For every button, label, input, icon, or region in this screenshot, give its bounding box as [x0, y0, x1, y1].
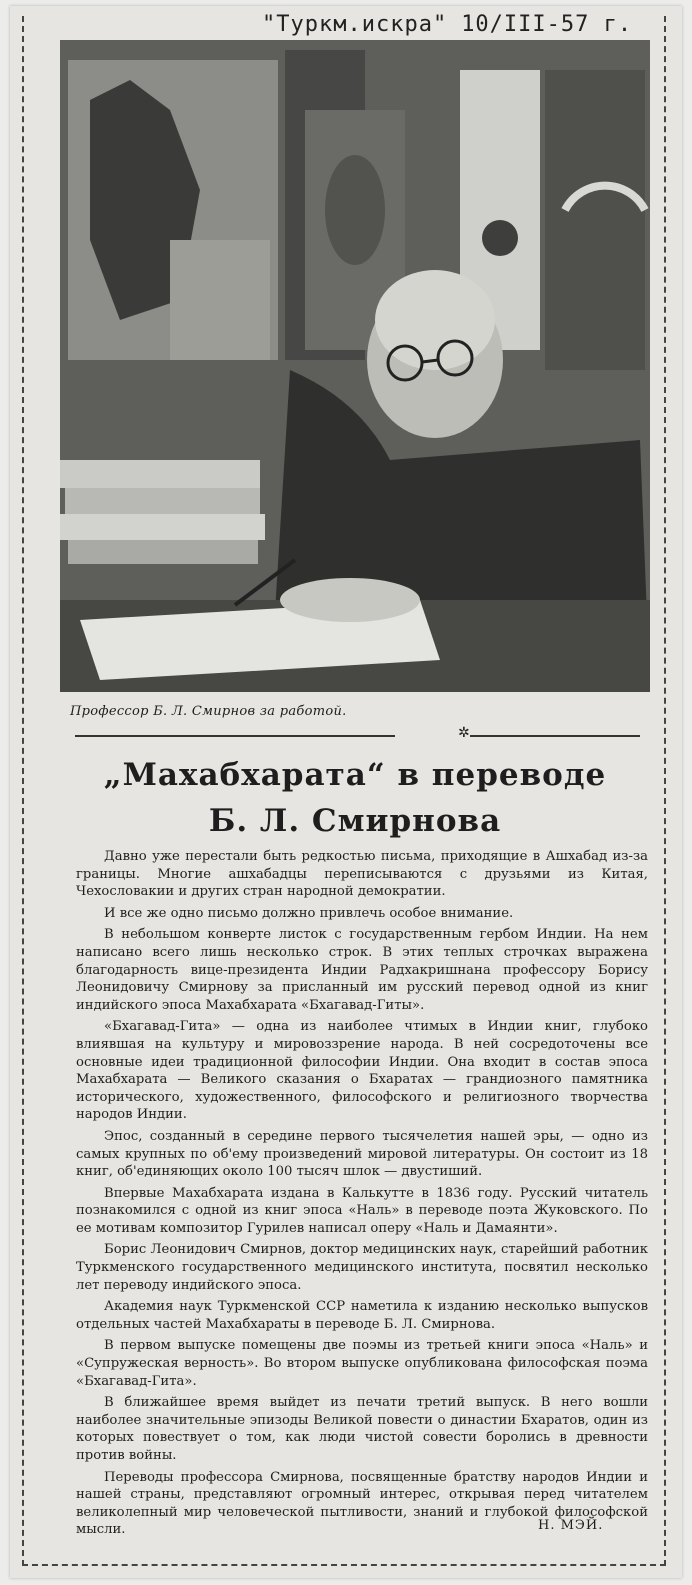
- newspaper-name: "Туркм.искра": [262, 12, 448, 37]
- article-paragraph: И все же одно письмо должно привлечь особое внимание.: [104, 905, 514, 921]
- article-headline: [70, 752, 640, 844]
- article-paragraph: Академия наук Туркменской ССР наметила к изданию несколько выпусков отдельных частей Махабхараты в переводе Б. Л. Смирнова.: [76, 1299, 648, 1332]
- divider-ornament: ✲: [458, 725, 470, 741]
- photo-illustration: [60, 40, 650, 692]
- divider-left: [75, 735, 395, 737]
- article-paragraph: Впервые Махабхарата издана в Калькутте в 1836 году. Русский читатель познакомился с одной из книг эпоса «Наль» в переводе поэта Жуковского. По ее мотивам композитор Гурилев написал оперу «Наль и Дамаянти».: [76, 1185, 648, 1236]
- article-paragraph: Борис Леонидович Смирнов, доктор медицинских наук, старейший работник Туркменского государственного медицинского института, посвятил несколько лет переводу индийского эпоса.: [76, 1242, 648, 1293]
- article-paragraph: Давно уже перестали быть редкостью письма, приходящие в Ашхабад из-за границы. Многие ашхабадцы переписываются с друзьями из Китая, Чехословакии и других стран народной демократии.: [76, 849, 648, 900]
- divider-right: [470, 735, 640, 737]
- article-paragraph: Эпос, созданный в середине первого тысячелетия нашей эры, — одно из самых крупных по об'ему произведений мировой литературы. Он состоит из 18 книг, об'единяющих около 100 тысяч шлок — двустиший.: [76, 1128, 648, 1180]
- portrait-photo: [60, 40, 650, 692]
- source-stamp: [262, 12, 632, 37]
- photo-caption: Профессор Б. Л. Смирнов за работой.: [70, 704, 347, 719]
- article-paragraph: Переводы профессора Смирнова, посвященные братству народов Индии и нашей страны, представляют огромный интерес, открывая перед читателем великолепный мир человеческой пытливости, знаний и глубокой философской мысли.: [76, 1469, 648, 1538]
- headline-line-1: „Махабхарата“ в переводе: [103, 757, 607, 793]
- publication-date: 10/III-57 г.: [461, 12, 633, 37]
- article-paragraph: В первом выпуске помещены две поэмы из третьей книги эпоса «Наль» и «Супружеская верность». Во втором выпуске опубликована философская поэма «Бхагавад-Гита».: [76, 1338, 648, 1389]
- article-paragraph: «Бхагавад-Гита» — одна из наиболее чтимых в Индии книг, глубоко влиявшая на культуру и мировоззрение народа. В ней сосредоточены все основные идеи традиционной философии Индии. Она входит в состав эпоса Махабхарата — Великого сказания о Бхаратах — грандиозного памятника исторического, художественного, философского и религиозного творчества народов Индии.: [76, 1019, 648, 1123]
- article-body: [76, 848, 648, 1543]
- article-paragraph: В ближайшее время выйдет из печати третий выпуск. В него вошли наиболее значительные эпизоды Великой повести о династии Бхаратов, один из которых повествует о том, как люди чистой совести боролись в древности против войны.: [76, 1395, 648, 1463]
- article-paragraph: В небольшом конверте листок с государственным гербом Индии. На нем написано всего лишь несколько строк. В этих теплых строчках выражена благодарность вице-президента Индии Радхакришнана профессору Борису Леонидовичу Смирнову за присланный им русский перевод одной из книг индийского эпоса Махабхарата «Бхагавад-Гиты».: [76, 927, 648, 1013]
- author-signature: Н. МЭЙ.: [538, 1518, 604, 1533]
- headline-line-2: Б. Л. Смирнова: [208, 803, 502, 839]
